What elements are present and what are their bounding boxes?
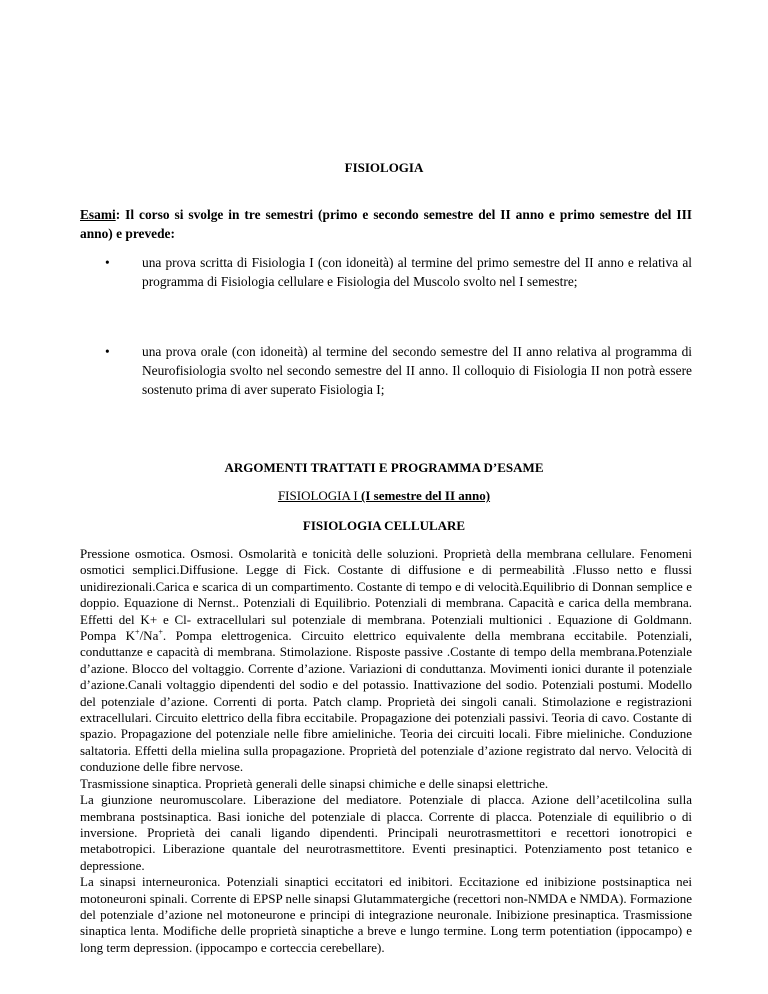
paragraph: Trasmissione sinaptica. Proprietà generali delle sinapsi chimiche e delle sinapsi elettriche. — [80, 775, 549, 791]
bullet-text: una prova scritta di Fisiologia I (con idoneità) al termine del primo semestre del II anno e relativa al programma di Fisiologia cellulare e Fisiologia del Muscolo svolto nel I semestre; — [142, 255, 692, 289]
subsection-heading: FISIOLOGIA CELLULARE — [302, 518, 466, 533]
document-title: FISIOLOGIA — [344, 160, 424, 175]
paragraph: La giunzione neuromuscolare. Liberazione del mediatore. Potenziale di placca. Azione dell’acetilcolina sulla membrana postsinaptica. Basi ioniche del potenziale di placca. Corrente di placca. Potenziale di equilibrio o di inversione. Proprietà dei canali ligando dipendenti. Principali neurotrasmettitori e recettori ionotropici e metabotropici. Liberazione quantale del neurotrasmettitore. Eventi presinaptici. Potenziamento post tetanico e depressione. — [80, 792, 692, 873]
course-subtitle — [0, 488, 768, 504]
paragraph: Pressione osmotica. Osmosi. Osmolarità e tonicità delle soluzioni. Proprietà della membrana cellulare. Fenomeni osmotici semplici.Diffusione. Legge di Fick. Costante di diffusione e di permeabilità .Flusso netto e flussi unidirezionali.Carica e scarica di un compartimento. Costante di tempo e di velocità.Equilibrio di Donnan semplice e doppio. Equazione di Nernst.. Potenziali di Equilibrio. Potenziali di membrana. Capacità e carica della membrana. Effetti del K+ e Cl- extracellulari sul potenziale di membrana. Potenziali multionici . Equazione di Goldmann. Pompa K+/Na+. Pompa elettrogenica. Circuito elettrico equivalente della membrana eccitabile. Potenziali, conduttanze e capacità di membrana. Stimolazione. Risposte passive .Costante di tempo della membrana.Potenziale d’azione. Blocco del voltaggio. Corrente d’azione. Variazioni di conduttanza. Movimenti ionici durante il potenziale d’azione.Canali voltaggio dipendenti del sodio e del potassio. Inattivazione del sodio. Potenziali postumi. Modello del potenziale d’azione. Correnti di porta. Patch clamp. Proprietà dei singoli canali. Stimolazione e registrazioni extracellulari. Circuito elettrico della fibra eccitabile. Propagazione dei potenziali passivi. Teoria di cavo. Costante di spazio. Propagazione del potenziale nelle fibre amieliniche. Teoria dei circuiti locali. Fibre mieliniche. Conduzione saltatoria. Effetti della mielina sulla propagazione. Proprietà del potenziale d’azione registrato dal nervo. Velocità di conduzione delle fibre nervose. — [80, 546, 692, 775]
paragraph: La sinapsi interneuronica. Potenziali sinaptici eccitatori ed inibitori. Eccitazione ed inibizione postsinaptica nei motoneuroni spinali. Corrente di EPSP nelle sinapsi Glutammatergiche (recettori non-NMDA e NMDA). Formazione del potenziale d’azione nel motoneurone e principi di integrazione neuronale. Inibizione presinaptica. Trasmissione sinaptica lenta. Modifiche delle proprietà sinaptiche a breve e lungo termine. Long term potentiation (ippocampo) e long term depression. (ippocampo e corteccia cerebellare). — [80, 874, 692, 955]
section-heading: ARGOMENTI TRATTATI E PROGRAMMA D’ESAME — [224, 460, 544, 475]
exam-intro — [80, 205, 692, 243]
exam-label: Esami — [80, 207, 116, 222]
course-semester: (I semestre del II anno) — [361, 488, 491, 503]
course-name: FISIOLOGIA I — [277, 488, 362, 503]
bullet-text: una prova orale (con idoneità) al termine del secondo semestre del II anno relativa al programma di Neurofisiologia svolto nel secondo semestre del II anno. Il colloquio di Fisiologia II non potrà essere sostenuto prima di aver superato Fisiologia I; — [142, 344, 692, 397]
program-body — [80, 546, 692, 956]
exam-intro-text: : Il corso si svolge in tre semestri (primo e secondo semestre del II anno e primo semestre del III anno) e prevede: — [80, 207, 692, 241]
bullet-icon: • — [105, 344, 110, 359]
bullet-icon: • — [105, 255, 110, 270]
